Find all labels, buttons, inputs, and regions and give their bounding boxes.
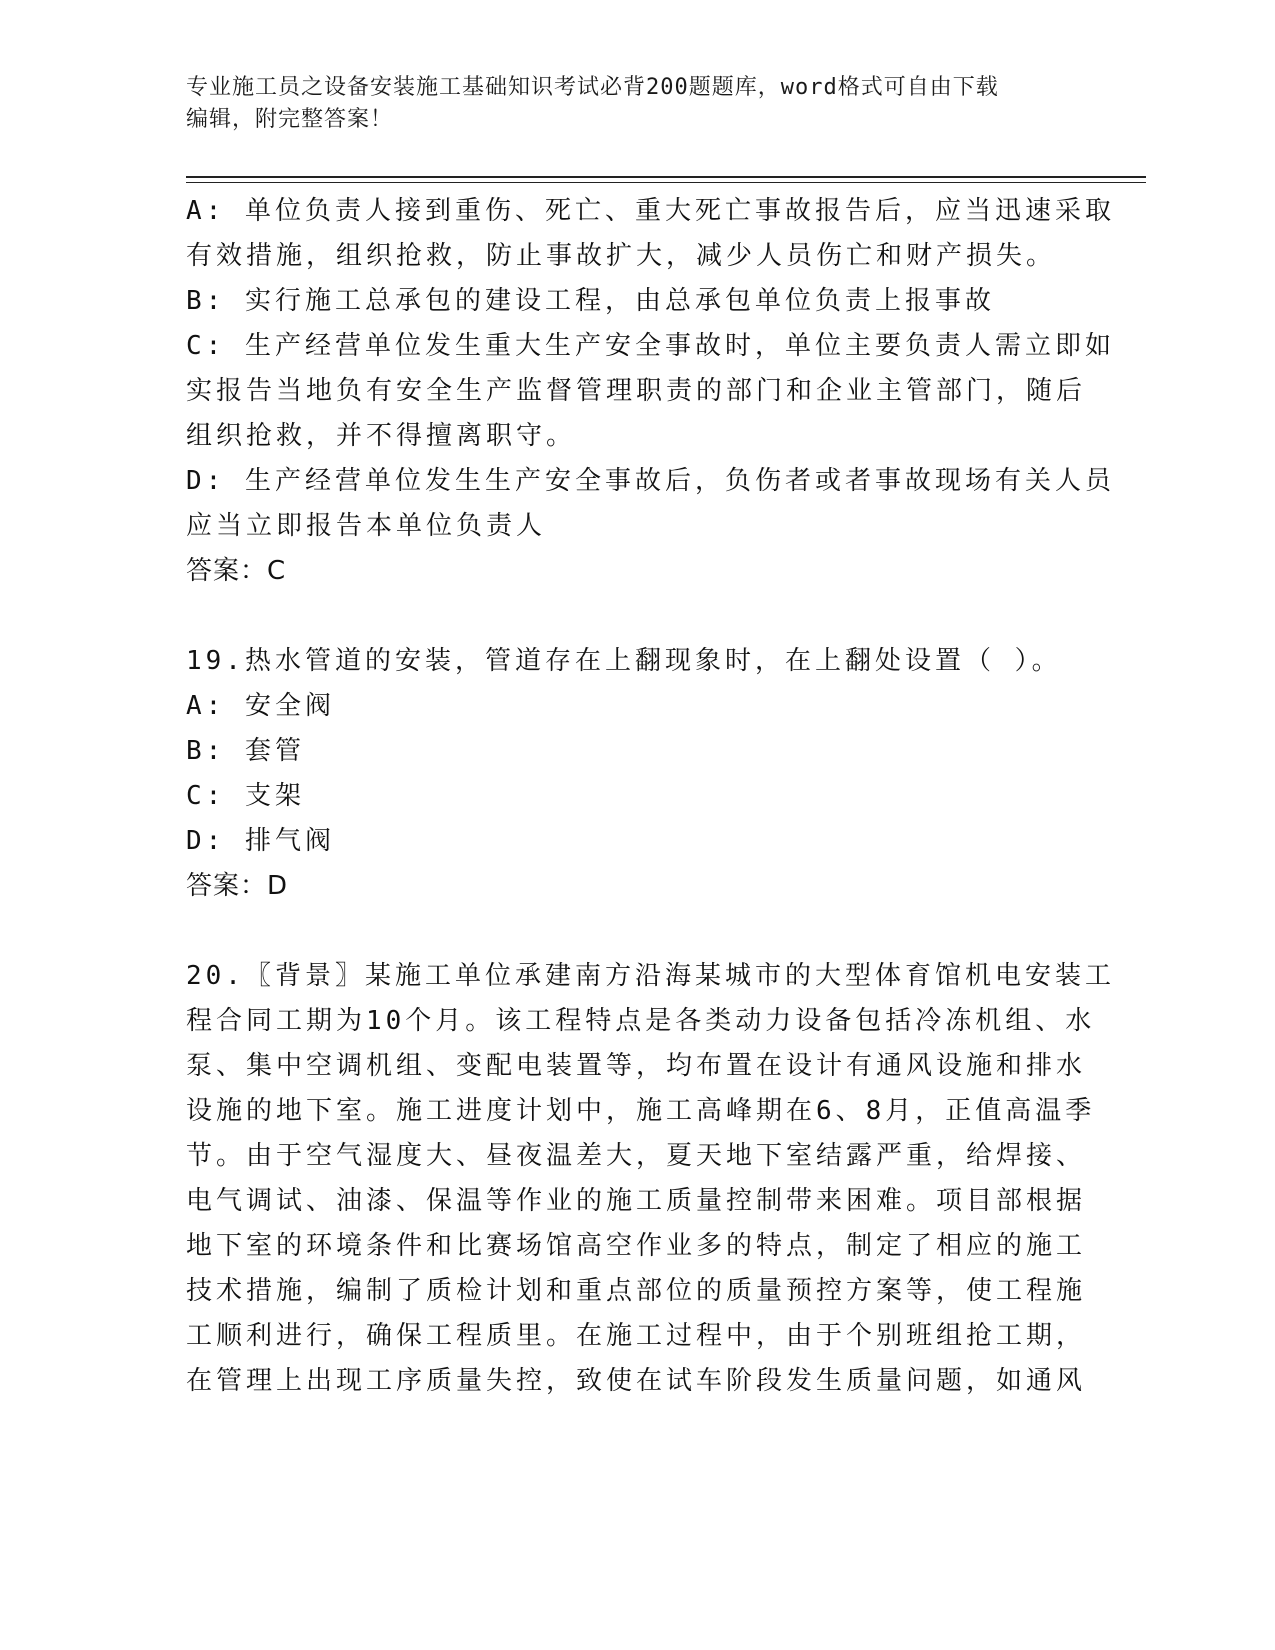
header-line-2: 编辑，附完整答案！: [186, 107, 394, 132]
q18-answer: 答案：C: [186, 556, 287, 586]
q18-option-c-line-3: 组织抢救，并不得擅离职守。: [186, 421, 577, 451]
q20-line-3: 泵、集中空调机组、变配电装置等，均布置在设计有通风设施和排水: [186, 1051, 1087, 1081]
q20-line-6: 电气调试、油漆、保温等作业的施工质量控制带来困难。项目部根据: [186, 1186, 1087, 1216]
q20-line-5: 节。由于空气湿度大、昼夜温差大，夏天地下室结露严重，给焊接、: [186, 1141, 1087, 1171]
document-header: [186, 72, 1066, 136]
q18-option-c-line-1: C: 生产经营单位发生重大生产安全事故时，单位主要负责人需立即如: [186, 331, 1115, 361]
question-20: [186, 954, 1115, 1404]
document-body: [186, 189, 1115, 1404]
header-divider-thick: [186, 176, 1146, 178]
q20-line-7: 地下室的环境条件和比赛场馆高空作业多的特点，制定了相应的施工: [186, 1231, 1087, 1261]
q19-option-c: C: 支架: [186, 781, 305, 811]
q18-option-b-line-1: B: 实行施工总承包的建设工程，由总承包单位负责上报事故: [186, 286, 995, 316]
q18-option-a-line-2: 有效措施，组织抢救，防止事故扩大，减少人员伤亡和财产损失。: [186, 241, 1057, 271]
q19-option-a: A: 安全阀: [186, 691, 335, 721]
q18-option-d-line-1: D: 生产经营单位发生生产安全事故后，负伤者或者事故现场有关人员: [186, 466, 1115, 496]
q20-line-4: 设施的地下室。施工进度计划中，施工高峰期在6、8月，正值高温季: [186, 1096, 1096, 1126]
q19-option-b: B: 套管: [186, 736, 305, 766]
q18-option-c-line-2: 实报告当地负有安全生产监督管理职责的部门和企业主管部门，随后: [186, 376, 1087, 406]
q20-line-2: 程合同工期为10个月。该工程特点是各类动力设备包括冷冻机组、水: [186, 1006, 1096, 1036]
q19-question-text: 19.热水管道的安装，管道存在上翻现象时，在上翻处设置（ ）。: [186, 646, 1062, 676]
q20-line-8: 技术措施，编制了质检计划和重点部位的质量预控方案等，使工程施: [186, 1276, 1087, 1306]
spacer: [186, 909, 1066, 954]
q19-option-d: D: 排气阀: [186, 826, 335, 856]
question-18-options: [186, 189, 1115, 594]
q18-option-a-line-1: A: 单位负责人接到重伤、死亡、重大死亡事故报告后，应当迅速采取: [186, 196, 1115, 226]
q20-line-10: 在管理上出现工序质量失控，致使在试车阶段发生质量问题，如通风: [186, 1366, 1087, 1396]
spacer: [186, 594, 1066, 639]
header-line-1: 专业施工员之设备安装施工基础知识考试必背200题题库，word格式可自由下载: [186, 75, 999, 100]
q18-option-d-line-2: 应当立即报告本单位负责人: [186, 511, 547, 541]
question-19: [186, 639, 1066, 909]
q20-line-9: 工顺利进行，确保工程质里。在施工过程中，由于个别班组抢工期，: [186, 1321, 1087, 1351]
q20-line-1: 20.〖背景〗某施工单位承建南方沿海某城市的大型体育馆机电安装工: [186, 961, 1115, 991]
header-divider-thin: [186, 182, 1146, 183]
q19-answer: 答案：D: [186, 871, 289, 901]
